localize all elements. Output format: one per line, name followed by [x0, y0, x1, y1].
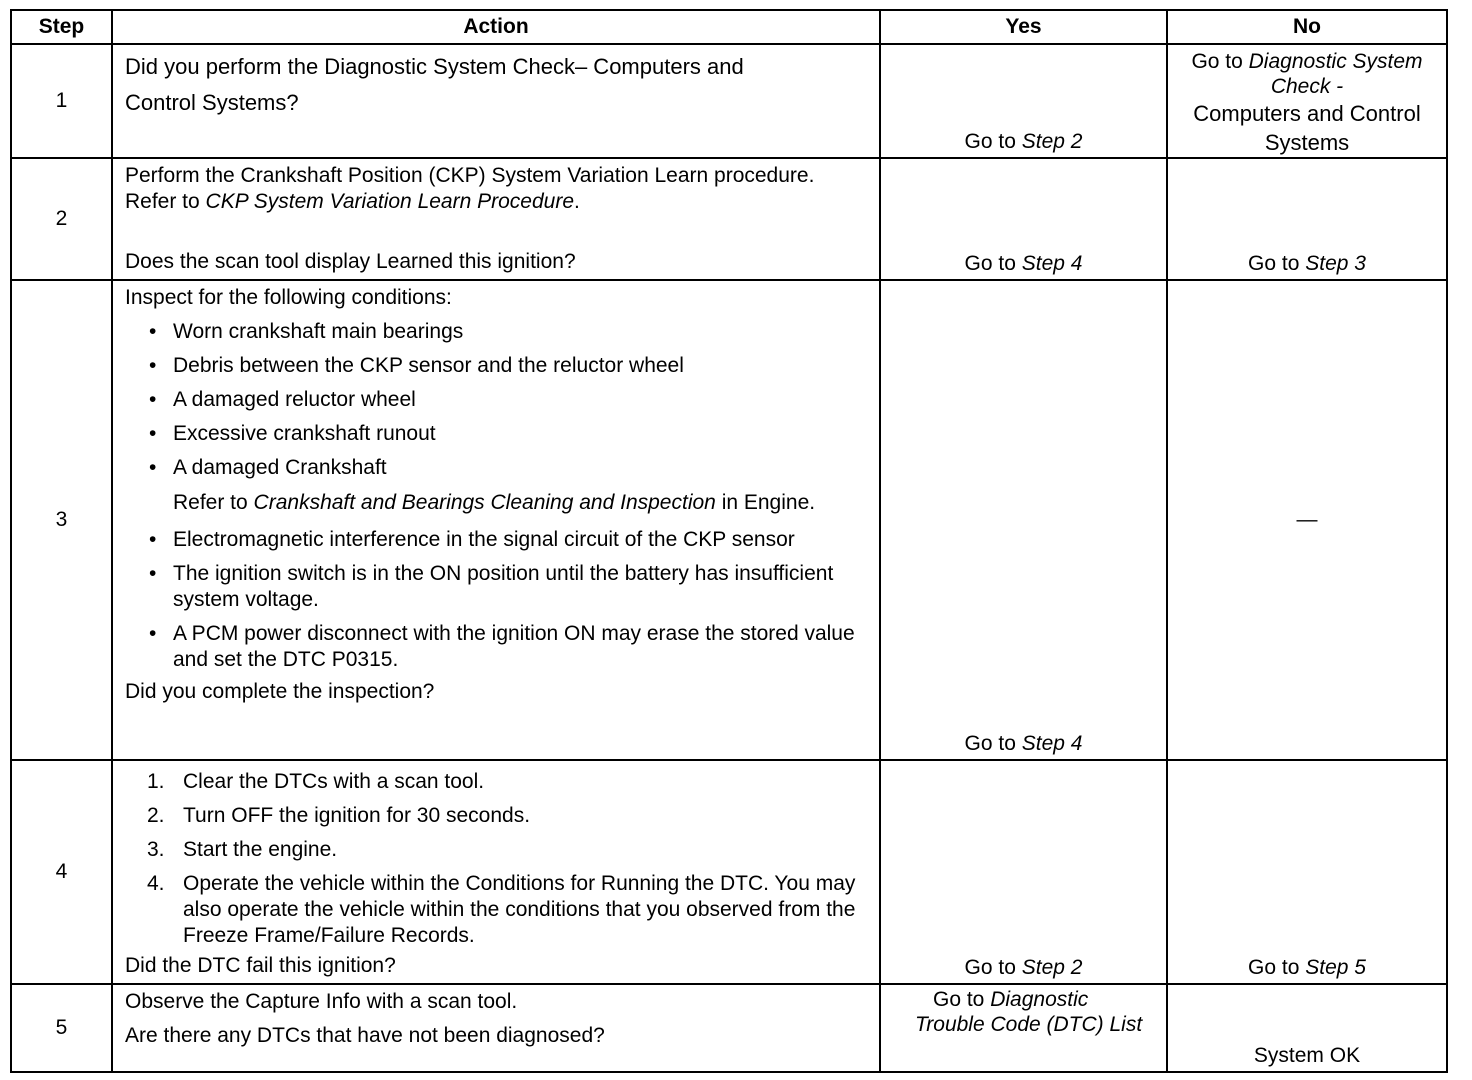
- no-cell: [1167, 984, 1447, 1072]
- reference-link[interactable]: Crankshaft and Bearings Cleaning and Inspection: [253, 491, 716, 514]
- no-cell: [1167, 158, 1447, 280]
- yes-cell: [880, 760, 1167, 984]
- yes-result[interactable]: Go to Diagnostic Trouble Code (DTC) List: [915, 988, 1143, 1036]
- yes-link[interactable]: Step 2: [1021, 956, 1083, 979]
- header-yes: Yes: [880, 10, 1167, 44]
- yes-result[interactable]: Go to Step 4: [964, 732, 1083, 755]
- action-instruction: Observe the Capture Info with a scan tool.: [125, 990, 518, 1013]
- step-number: 1: [11, 44, 112, 158]
- action-question: Does the scan tool display Learned this ignition?: [125, 250, 576, 273]
- action-question: Are there any DTCs that have not been diagnosed?: [125, 1024, 605, 1047]
- step-number: 5: [11, 984, 112, 1072]
- no-link[interactable]: Step 5: [1305, 956, 1366, 979]
- list-item: • The ignition switch is in the ON position until the battery has insufficient system voltage.: [125, 561, 869, 613]
- header-row: [11, 10, 1447, 44]
- list-item: • Worn crankshaft main bearings: [125, 319, 869, 345]
- no-cell: [1167, 280, 1447, 760]
- step-number: 2: [11, 158, 112, 280]
- list-item: 4. Operate the vehicle within the Conditions for Running the DTC. You may also operate the vehicle within the conditions that you observed from the Freeze Frame/Failure Records.: [147, 872, 856, 947]
- no-cell: [1167, 760, 1447, 984]
- no-cell: [1167, 44, 1447, 158]
- yes-cell: [880, 280, 1167, 760]
- yes-cell: [880, 984, 1167, 1072]
- action-intro: Inspect for the following conditions:: [125, 286, 452, 309]
- condition-list: [125, 319, 869, 673]
- table-row: [11, 44, 1447, 158]
- yes-result[interactable]: Go to Step 4: [964, 252, 1083, 275]
- action-question: Did you perform the Diagnostic System Check– Computers and Control Systems?: [125, 54, 744, 115]
- list-item: • Excessive crankshaft runout: [125, 421, 869, 447]
- no-result[interactable]: Go to Step 3: [1248, 252, 1366, 275]
- list-item: • Electromagnetic interference in the signal circuit of the CKP sensor: [125, 527, 869, 553]
- action-instruction: Perform the Crankshaft Position (CKP) System Variation Learn procedure. Refer to CKP System Variation Learn Procedure.: [125, 164, 815, 213]
- no-link-suffix[interactable]: Computers and Control Systems: [1193, 101, 1421, 155]
- refer-note: Refer to Crankshaft and Bearings Cleaning and Inspection in Engine.: [173, 491, 816, 514]
- no-result: —: [1296, 508, 1318, 531]
- yes-link[interactable]: Diagnostic Trouble Code (DTC) List: [915, 988, 1143, 1036]
- action-question: Did you complete the inspection?: [125, 680, 435, 703]
- list-item: 1. Clear the DTCs with a scan tool.: [147, 770, 485, 793]
- yes-link[interactable]: Step 2: [1021, 130, 1083, 153]
- no-result[interactable]: Go to Step 5: [1248, 956, 1366, 979]
- header-no: No: [1167, 10, 1447, 44]
- no-result[interactable]: Go to Diagnostic System Check - Computers and Control Systems: [1191, 50, 1423, 155]
- list-item: • A PCM power disconnect with the ignition ON may erase the stored value and set the DTC P0315.: [125, 621, 869, 673]
- table-row: [11, 760, 1447, 984]
- list-item: 3. Start the engine.: [147, 838, 338, 861]
- yes-link[interactable]: Step 4: [1021, 732, 1083, 755]
- header-step: Step: [11, 10, 112, 44]
- no-result: System OK: [1253, 1044, 1361, 1067]
- action-cell: [112, 760, 880, 984]
- yes-result[interactable]: Go to Step 2: [964, 130, 1083, 153]
- list-item: • A damaged reluctor wheel: [125, 387, 869, 413]
- step-number: 3: [11, 280, 112, 760]
- yes-link[interactable]: Step 4: [1021, 252, 1083, 275]
- action-cell: [112, 984, 880, 1072]
- list-item: 2. Turn OFF the ignition for 30 seconds.: [147, 804, 531, 827]
- list-item: • A damaged Crankshaft: [125, 455, 869, 481]
- procedure-steps: [125, 769, 869, 949]
- no-link[interactable]: Step 3: [1305, 252, 1366, 275]
- list-item: • Debris between the CKP sensor and the reluctor wheel: [125, 353, 869, 379]
- action-question: Did the DTC fail this ignition?: [125, 954, 396, 977]
- table-row: [11, 984, 1447, 1072]
- yes-cell: [880, 44, 1167, 158]
- yes-result[interactable]: Go to Step 2: [964, 956, 1083, 979]
- table-row: [11, 158, 1447, 280]
- step-number: 4: [11, 760, 112, 984]
- header-action: Action: [112, 10, 880, 44]
- action-cell: [112, 280, 880, 760]
- action-cell: [112, 158, 880, 280]
- procedure-link[interactable]: CKP System Variation Learn Procedure: [205, 190, 575, 213]
- no-link[interactable]: Diagnostic System Check -: [1248, 50, 1423, 98]
- table-row: [11, 280, 1447, 760]
- yes-cell: [880, 158, 1167, 280]
- action-cell: [112, 44, 880, 158]
- diagnostic-table: [10, 9, 1448, 1073]
